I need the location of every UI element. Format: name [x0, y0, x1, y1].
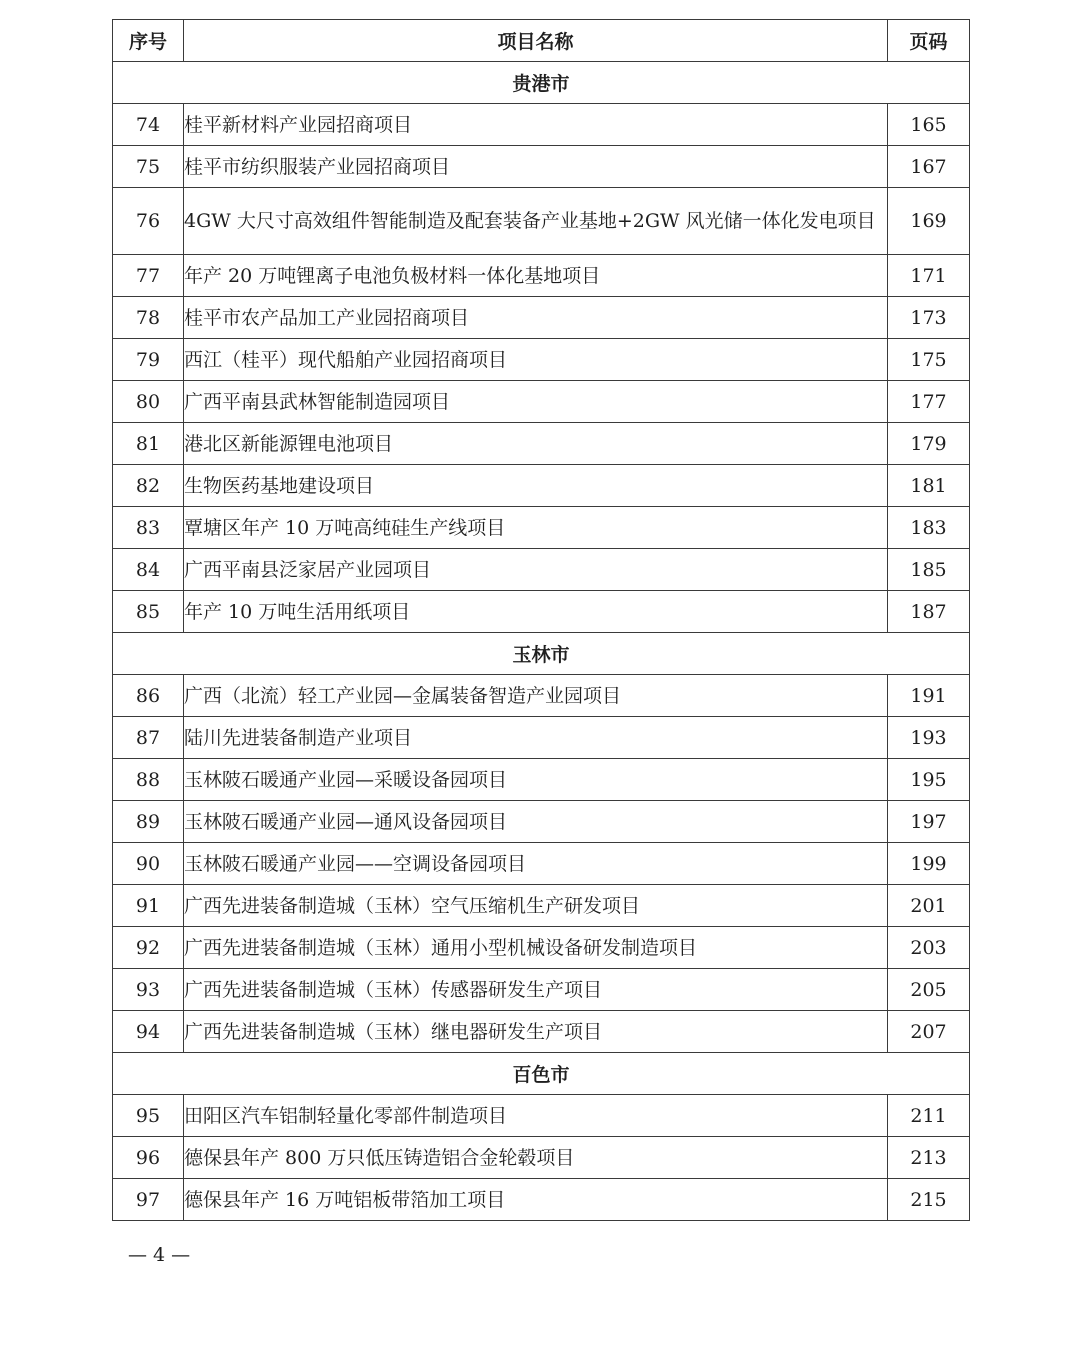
row-number: 97 — [113, 1179, 184, 1221]
page-ref: 179 — [888, 423, 970, 465]
table-row — [113, 717, 970, 759]
table-row — [113, 675, 970, 717]
page-number: — 4 — — [128, 1244, 191, 1266]
table-row — [113, 885, 970, 927]
page-ref: 171 — [888, 255, 970, 297]
page-ref: 175 — [888, 339, 970, 381]
table-row — [113, 381, 970, 423]
row-number: 89 — [113, 801, 184, 843]
header-name: 项目名称 — [184, 20, 888, 62]
page-ref: 201 — [888, 885, 970, 927]
toc-table — [112, 19, 970, 1221]
table-row — [113, 104, 970, 146]
project-name: 生物医药基地建设项目 — [184, 465, 888, 507]
project-name: 玉林陂石暖通产业园—采暖设备园项目 — [184, 759, 888, 801]
project-name: 玉林陂石暖通产业园——空调设备园项目 — [184, 843, 888, 885]
project-name: 港北区新能源锂电池项目 — [184, 423, 888, 465]
page-ref: 183 — [888, 507, 970, 549]
row-number: 77 — [113, 255, 184, 297]
page-ref: 185 — [888, 549, 970, 591]
project-name: 玉林陂石暖通产业园—通风设备园项目 — [184, 801, 888, 843]
row-number: 81 — [113, 423, 184, 465]
project-name: 覃塘区年产 10 万吨高纯硅生产线项目 — [184, 507, 888, 549]
header-num: 序号 — [113, 20, 184, 62]
row-number: 74 — [113, 104, 184, 146]
row-number: 91 — [113, 885, 184, 927]
page-ref: 199 — [888, 843, 970, 885]
page-ref: 181 — [888, 465, 970, 507]
toc-body — [113, 62, 970, 1221]
page-ref: 205 — [888, 969, 970, 1011]
section-title: 玉林市 — [113, 633, 970, 675]
project-name: 广西先进装备制造城（玉林）继电器研发生产项目 — [184, 1011, 888, 1053]
project-name: 陆川先进装备制造产业项目 — [184, 717, 888, 759]
table-row — [113, 255, 970, 297]
header-page: 页码 — [888, 20, 970, 62]
row-number: 87 — [113, 717, 184, 759]
table-row — [113, 591, 970, 633]
row-number: 82 — [113, 465, 184, 507]
row-number: 83 — [113, 507, 184, 549]
table-row — [113, 465, 970, 507]
table-header-row — [113, 20, 970, 62]
project-name: 田阳区汽车铝制轻量化零部件制造项目 — [184, 1095, 888, 1137]
row-number: 90 — [113, 843, 184, 885]
page-ref: 187 — [888, 591, 970, 633]
page-ref: 165 — [888, 104, 970, 146]
section-title: 贵港市 — [113, 62, 970, 104]
row-number: 94 — [113, 1011, 184, 1053]
table-row — [113, 188, 970, 255]
row-number: 85 — [113, 591, 184, 633]
row-number: 76 — [113, 188, 184, 255]
row-number: 92 — [113, 927, 184, 969]
table-row — [113, 1137, 970, 1179]
table-row — [113, 423, 970, 465]
project-name: 桂平市农产品加工产业园招商项目 — [184, 297, 888, 339]
project-name: 德保县年产 16 万吨铝板带箔加工项目 — [184, 1179, 888, 1221]
row-number: 80 — [113, 381, 184, 423]
row-number: 95 — [113, 1095, 184, 1137]
page-ref: 207 — [888, 1011, 970, 1053]
page-ref: 195 — [888, 759, 970, 801]
page-ref: 167 — [888, 146, 970, 188]
project-name: 西江（桂平）现代船舶产业园招商项目 — [184, 339, 888, 381]
section-row — [113, 633, 970, 675]
table-row — [113, 1011, 970, 1053]
row-number: 75 — [113, 146, 184, 188]
table-row — [113, 1179, 970, 1221]
project-name: 广西（北流）轻工产业园—金属装备智造产业园项目 — [184, 675, 888, 717]
project-name: 广西先进装备制造城（玉林）空气压缩机生产研发项目 — [184, 885, 888, 927]
row-number: 79 — [113, 339, 184, 381]
table-row — [113, 969, 970, 1011]
row-number: 86 — [113, 675, 184, 717]
table-row — [113, 927, 970, 969]
section-row — [113, 62, 970, 104]
project-name: 桂平新材料产业园招商项目 — [184, 104, 888, 146]
row-number: 96 — [113, 1137, 184, 1179]
section-title: 百色市 — [113, 1053, 970, 1095]
row-number: 78 — [113, 297, 184, 339]
page-ref: 213 — [888, 1137, 970, 1179]
project-name: 4GW 大尺寸高效组件智能制造及配套装备产业基地+2GW 风光储一体化发电项目 — [184, 188, 888, 255]
row-number: 88 — [113, 759, 184, 801]
project-name: 广西先进装备制造城（玉林）传感器研发生产项目 — [184, 969, 888, 1011]
page-ref: 211 — [888, 1095, 970, 1137]
project-name: 年产 10 万吨生活用纸项目 — [184, 591, 888, 633]
section-row — [113, 1053, 970, 1095]
page-ref: 169 — [888, 188, 970, 255]
project-name: 桂平市纺织服装产业园招商项目 — [184, 146, 888, 188]
project-name: 年产 20 万吨锂离子电池负极材料一体化基地项目 — [184, 255, 888, 297]
page-ref: 177 — [888, 381, 970, 423]
page-ref: 193 — [888, 717, 970, 759]
project-name: 广西先进装备制造城（玉林）通用小型机械设备研发制造项目 — [184, 927, 888, 969]
table-row — [113, 549, 970, 591]
row-number: 84 — [113, 549, 184, 591]
project-name: 广西平南县武林智能制造园项目 — [184, 381, 888, 423]
table-row — [113, 843, 970, 885]
table-row — [113, 801, 970, 843]
page-ref: 215 — [888, 1179, 970, 1221]
page-ref: 173 — [888, 297, 970, 339]
project-name: 德保县年产 800 万只低压铸造铝合金轮毂项目 — [184, 1137, 888, 1179]
table-row — [113, 146, 970, 188]
table-row — [113, 297, 970, 339]
table-row — [113, 759, 970, 801]
row-number: 93 — [113, 969, 184, 1011]
table-row — [113, 1095, 970, 1137]
page-ref: 197 — [888, 801, 970, 843]
project-name: 广西平南县泛家居产业园项目 — [184, 549, 888, 591]
table-row — [113, 507, 970, 549]
page-ref: 191 — [888, 675, 970, 717]
table-row — [113, 339, 970, 381]
page-ref: 203 — [888, 927, 970, 969]
